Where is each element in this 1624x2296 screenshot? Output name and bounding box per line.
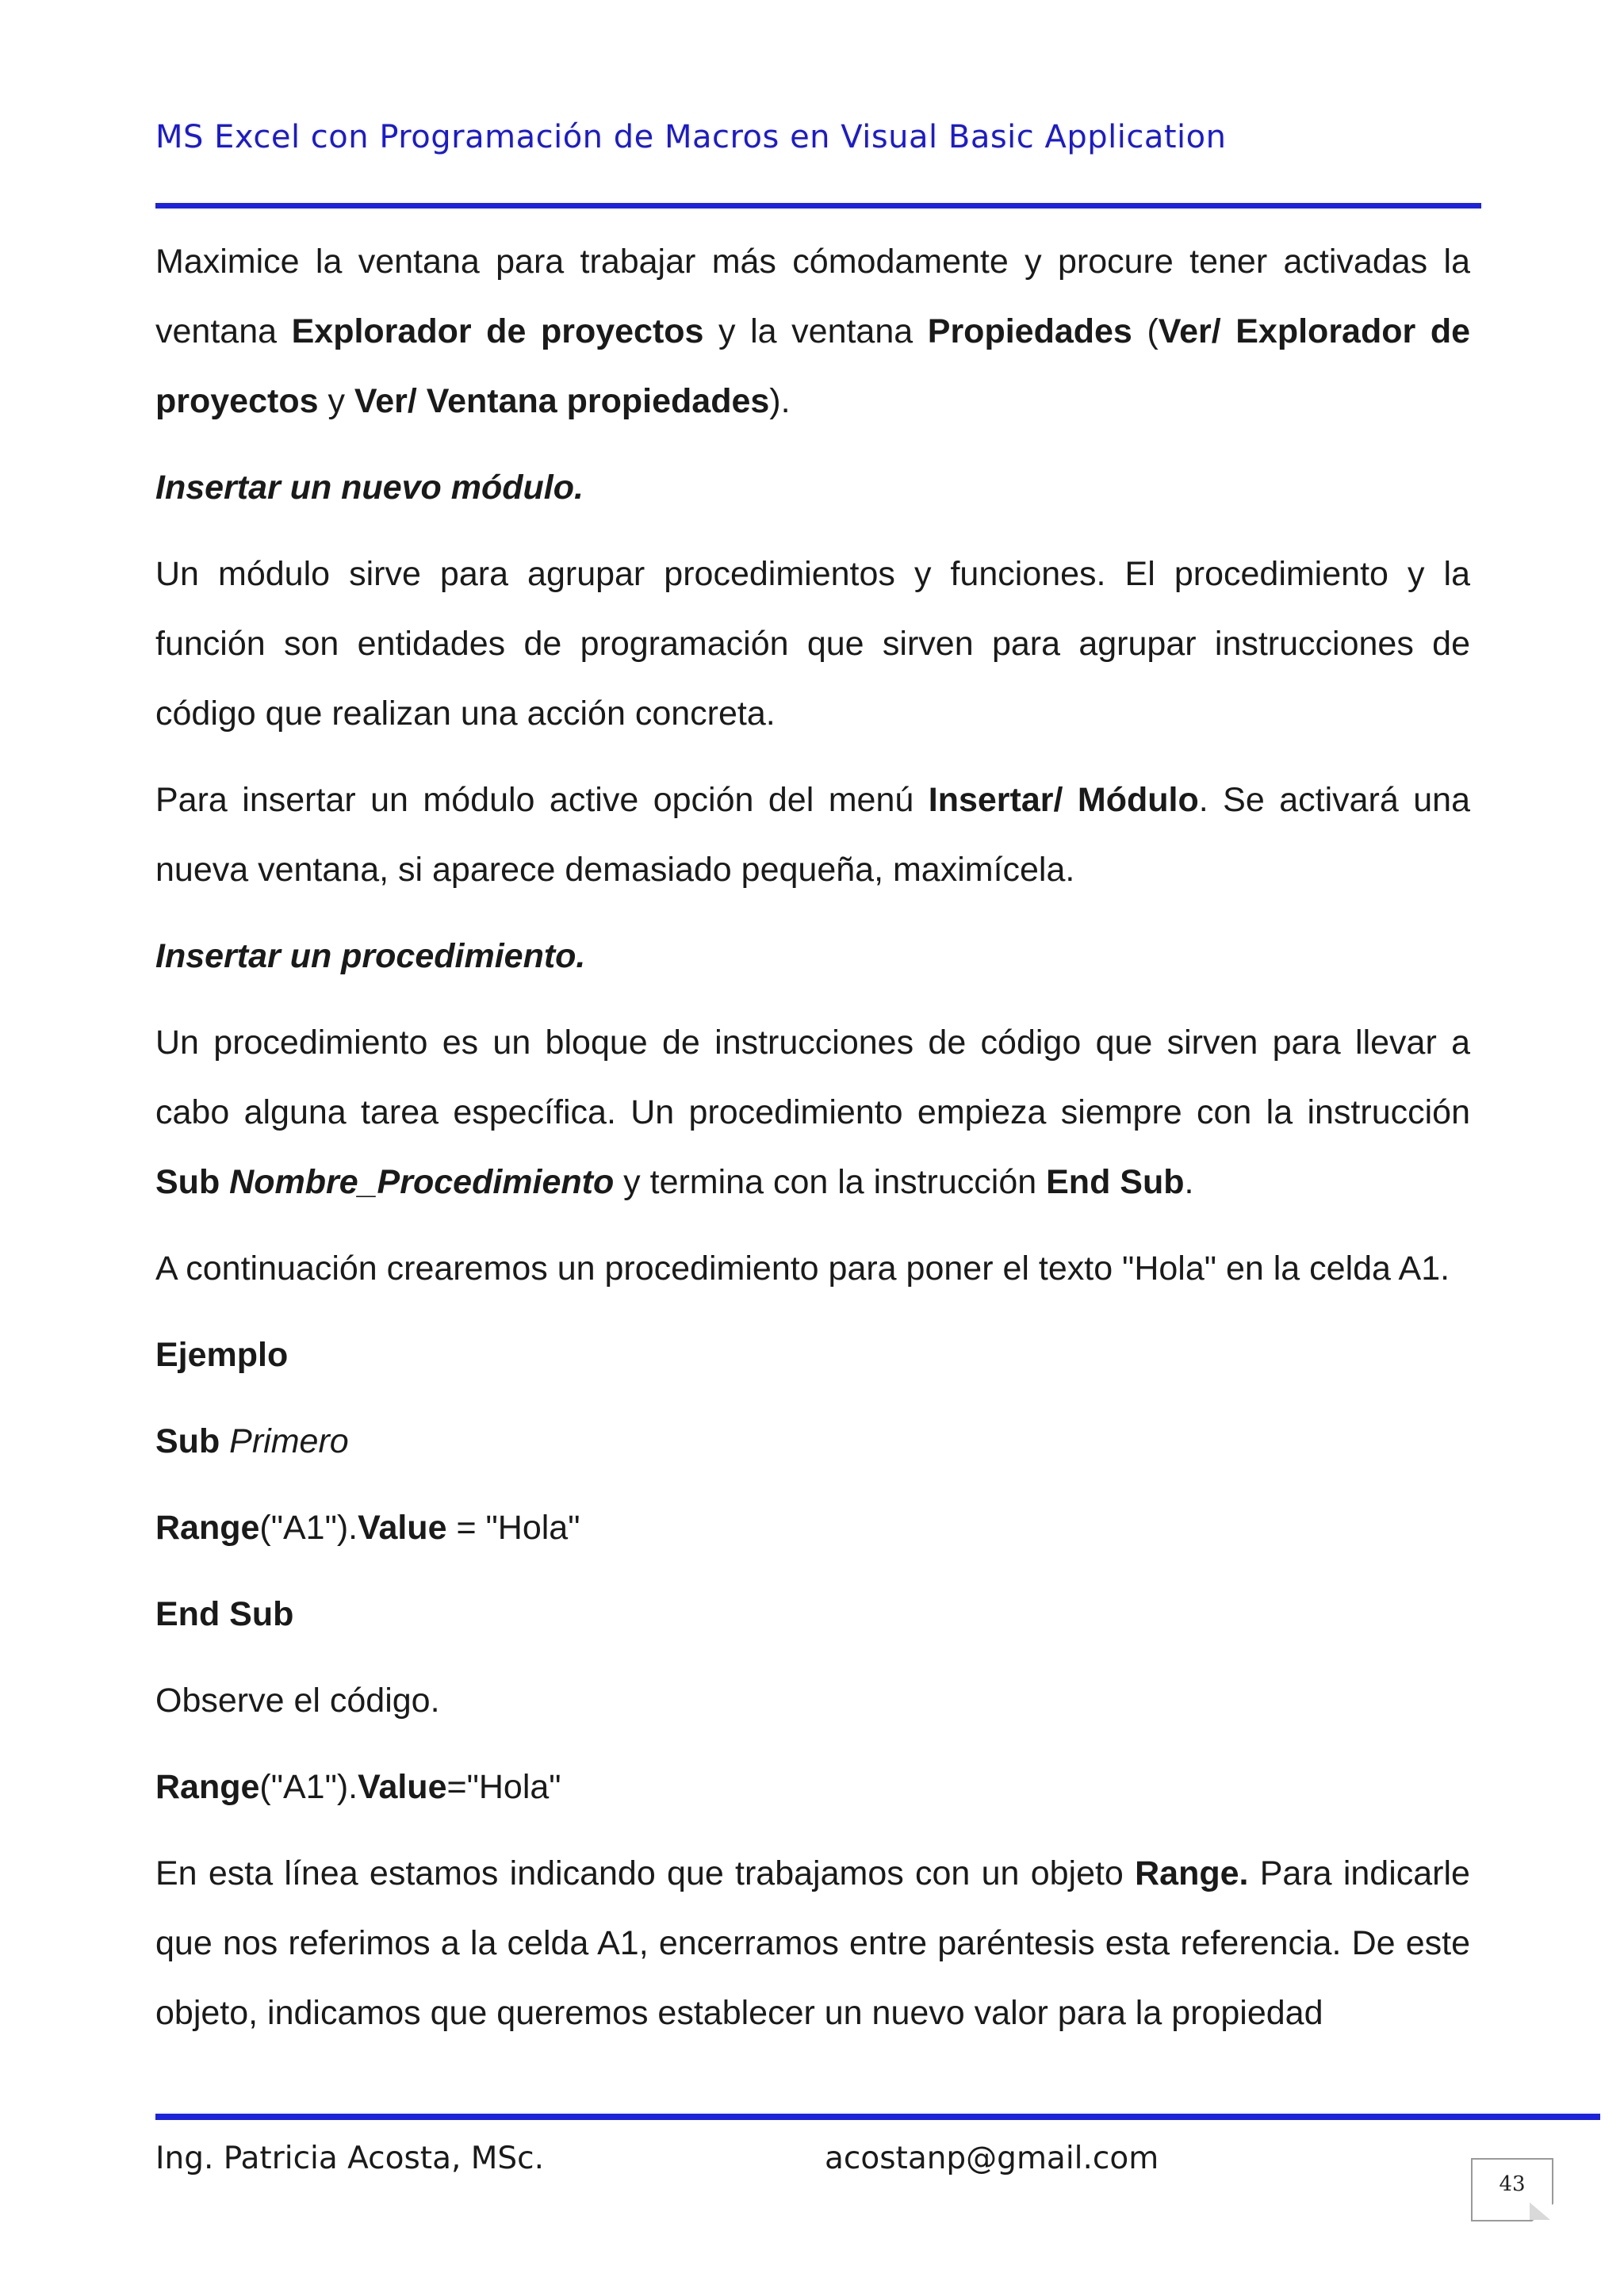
code-keyword: Value xyxy=(358,1768,447,1806)
text-run: Para insertar un módulo active opción del menú xyxy=(155,781,929,819)
bold-run: Ver/ Ventana propiedades xyxy=(354,382,770,420)
example-label xyxy=(155,1320,1470,1390)
footer-email: acostanp@gmail.com xyxy=(825,2141,1159,2176)
code-line-range xyxy=(155,1493,1470,1563)
text-run: y termina con la instrucción xyxy=(614,1163,1047,1201)
paragraph-4 xyxy=(155,1008,1470,1217)
code-line-end-sub xyxy=(155,1579,1470,1649)
text-run: y la ventana xyxy=(703,312,928,350)
page-body xyxy=(155,227,1470,2064)
page-number: 43 xyxy=(1499,2172,1526,2196)
bold-run: Insertar/ Módulo xyxy=(928,781,1199,819)
paragraph-1 xyxy=(155,227,1470,436)
code-keyword: Sub xyxy=(155,1422,220,1460)
bold-run: End Sub xyxy=(1046,1163,1185,1201)
text-run: ("A1"). xyxy=(259,1509,358,1547)
paragraph-2: Un módulo sirve para agrupar procedimientos y funciones. El procedimiento y la función son entidades de programación que sirven para agrupar instrucciones de código que realizan una acción concreta. xyxy=(155,555,1470,733)
footer-divider xyxy=(155,2114,1600,2120)
text-run: Para indicarle que nos referimos a la celda A1, encerramos entre paréntesis esta referencia. De este objeto, indicamos que queremos establecer un nuevo valor para la propiedad xyxy=(155,1854,1470,2032)
section-heading-module: Insertar un nuevo módulo. xyxy=(155,469,584,507)
section-heading-procedure: Insertar un procedimiento. xyxy=(155,937,586,975)
bold-run: Sub xyxy=(155,1163,220,1201)
text-run: = "Hola" xyxy=(446,1509,580,1547)
paragraph-3 xyxy=(155,765,1470,905)
code-keyword: Value xyxy=(358,1509,447,1547)
text-run: . xyxy=(1184,1163,1194,1201)
text-run xyxy=(220,1163,229,1201)
text-run: ("A1"). xyxy=(259,1768,358,1806)
footer-author: Ing. Patricia Acosta, MSc. xyxy=(155,2141,545,2176)
text-run: Un procedimiento es un bloque de instrucciones de código que sirven para llevar a cabo alguna tarea específica. Un procedimiento empieza siempre con la instrucción xyxy=(155,1024,1470,1131)
code-line-range-2 xyxy=(155,1752,1470,1822)
page-corner-fold-icon xyxy=(1530,2202,1550,2220)
page-header-title: MS Excel con Programación de Macros en Visual Basic Application xyxy=(155,119,1227,155)
bold-run: Ejemplo xyxy=(155,1336,289,1374)
bold-run: Ver/ Explorador de proyectos xyxy=(155,312,1470,420)
code-identifier: Primero xyxy=(229,1422,349,1460)
bold-run: Explorador de proyectos xyxy=(291,312,704,350)
bold-italic-run: Nombre_Procedimiento xyxy=(229,1163,615,1201)
text-run: ( xyxy=(1132,312,1159,350)
text-run: En esta línea estamos indicando que trabajamos con un objeto xyxy=(155,1854,1136,1892)
code-keyword: Range xyxy=(155,1768,260,1806)
code-line-sub xyxy=(155,1406,1470,1476)
bold-run: Range. xyxy=(1135,1854,1249,1892)
text-run: . Se activará una nueva ventana, si aparece demasiado pequeña, maximícela. xyxy=(155,781,1470,889)
text-run xyxy=(220,1422,229,1460)
header-divider xyxy=(155,203,1481,209)
bold-run: Propiedades xyxy=(927,312,1132,350)
paragraph-7 xyxy=(155,1839,1470,2048)
text-run: ). xyxy=(769,382,791,420)
text-run: Maximice la ventana para trabajar más cómodamente y procure tener activadas la ventana xyxy=(155,243,1470,350)
paragraph-6: Observe el código. xyxy=(155,1682,440,1720)
paragraph-5: A continuación crearemos un procedimiento para poner el texto "Hola" en la celda A1. xyxy=(155,1249,1450,1288)
code-keyword: Range xyxy=(155,1509,260,1547)
text-run: ="Hola" xyxy=(446,1768,561,1806)
text-run: y xyxy=(318,382,354,420)
code-keyword: End Sub xyxy=(155,1595,294,1633)
